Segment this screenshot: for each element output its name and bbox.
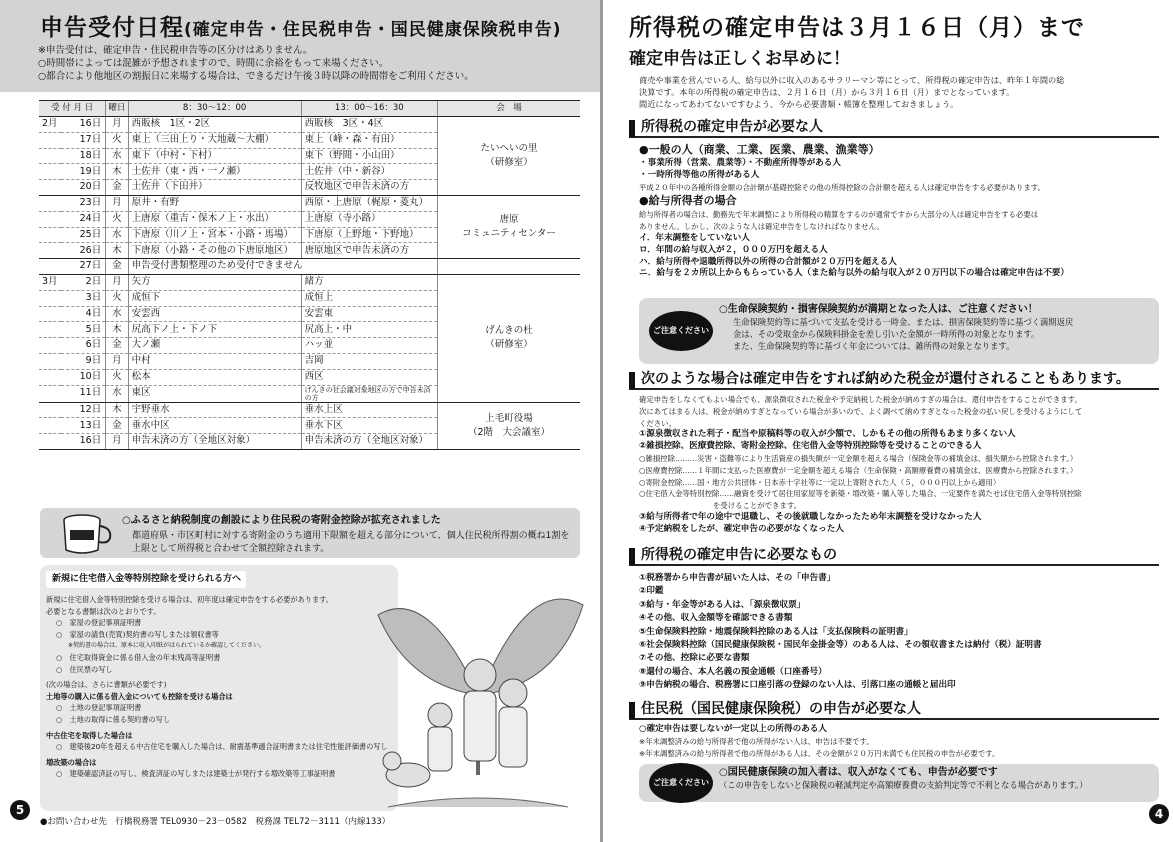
loan-line: ○ 家屋の請負(売買)契約書の写しまたは領収書等	[56, 629, 219, 639]
furusato-body: 都道府県・市区町村に対する寄附金のうち適用下限額を超える部分について、個人住民税所得割の概ね1割を上限として所得税と合わせて全額控除されます。	[132, 531, 570, 554]
loan-line: ○ 家屋の登記事項証明書	[56, 618, 142, 628]
row-weekday: 木	[106, 402, 128, 418]
right-page	[603, 0, 1173, 842]
row-am: 松本	[128, 369, 301, 385]
row-am: 尻高下ノ上・下ノ下	[128, 322, 301, 338]
row-pm: げんきの社会議対象地区の方で申告未済の方	[301, 385, 437, 402]
loan-line: ※契約書の場合は、原本に収入印紙がはられているか確認してください。	[68, 642, 266, 650]
loan-line: ○ 建築確認済証の写し、検査済証の写しまたは建築士が発行する増改築等工事証明書	[56, 769, 336, 779]
note: ○都合により他地区の割振日に来場する場合は、できるだけ午後３時以降の時間帯をご利用ください。	[38, 71, 474, 82]
col-venue: 会 場	[437, 101, 580, 117]
row-weekday: 水	[106, 306, 128, 322]
text-line: ⑥社会保険料控除（国民健康保険税・国民年金掛金等）のある人は、その領収書または納付（税）証明書	[639, 640, 1042, 651]
row-month	[39, 164, 61, 180]
row-weekday: 木	[106, 322, 128, 338]
text-line: ※年末調整済みの給与所得者で他の所得がない人は、申告は不要です。	[639, 736, 874, 746]
text-line: 確定申告をしなくてもよい場合でも、源泉徴収された税金や予定納税した税金が納めすぎの場合は、還付申告をすることができます。	[639, 395, 1082, 404]
schedule-table	[39, 100, 580, 450]
row-pm: 安雲東	[301, 306, 437, 322]
text-line: ②雑損控除、医療費控除、寄附金控除、住宅借入金等特別控除等を受けることのできる人	[639, 441, 982, 452]
right-title: 所得税の確定申告は３月１６日（月）まで	[629, 15, 1085, 41]
row-weekday: 水	[106, 385, 128, 402]
row-day: 19日	[61, 164, 106, 180]
text-line: ※年末調整済みの給与所得者で他の所得がある人は、その金額が２０万円未満でも住民税の申告が必要です。	[639, 748, 1000, 758]
housing-loan-title: 新規に住宅借入金等特別控除を受けられる方へ	[46, 571, 246, 588]
text-line: ロ．年間の給与収入が２，０００万円を超える人	[639, 244, 828, 255]
row-month	[39, 211, 61, 227]
row-month	[39, 132, 61, 148]
row-am: 西販核 1区・2区	[128, 117, 301, 133]
venue-name: コミュニティセンター	[462, 228, 556, 240]
caution-line: 生命保険契約等に基づいて支払を受ける一時金、または、損害保険契約等に基づく満期返戻	[733, 317, 1074, 327]
section-heading: 所得税の確定申告に必要なもの	[629, 546, 1159, 566]
row-weekday: 月	[106, 274, 128, 290]
venue-name: （2階 大会議室）	[467, 426, 551, 438]
row-weekday: 月	[106, 353, 128, 369]
row-weekday: 火	[106, 369, 128, 385]
text-line: ③給与・年金等がある人は、「源泉徴収票」	[639, 599, 806, 610]
row-month: 2月	[39, 117, 61, 133]
row-month	[39, 243, 61, 259]
text-line: ニ．給与を２カ所以上からもらっている人（また給与以外の給与収入が２０万円以下の場合は確定申告は不要）	[639, 268, 1069, 279]
row-weekday: 木	[106, 243, 128, 259]
schedule-header	[0, 0, 600, 92]
row-day: 2日	[61, 274, 106, 290]
caution-box-nhi	[639, 764, 1159, 802]
row-weekday: 月	[106, 434, 128, 450]
row-weekday: 火	[106, 290, 128, 306]
text-line: イ．年末調整をしていない人	[639, 232, 750, 243]
row-am: 垂水中区	[128, 418, 301, 434]
caution-badge: ご注意ください	[649, 763, 713, 803]
row-weekday: 水	[106, 227, 128, 243]
row-day: 24日	[61, 211, 106, 227]
venue-name: （研修室）	[485, 156, 533, 168]
row-am: 東下（中村・下村）	[128, 148, 301, 164]
row-day: 16日	[61, 434, 106, 450]
row-pm: 唐原地区で申告未済の方	[301, 243, 437, 259]
text-line: ありません。しかし、次のような人は確定申告をしなければなりません。	[639, 222, 884, 232]
row-weekday: 金	[106, 259, 128, 275]
loan-line: ○ 土地の取得に係る契約書の写し	[56, 714, 171, 724]
text-line: ②印鑑	[639, 586, 664, 597]
intro-text: 商売や事業を営んでいる人、給与以外に収入のあるサラリーマン等にとって、所得税の確定申告は、昨年１年間の総 決算です。本年の所得税の確定申告は、２月１６日（月）から３月１６日（月）までとなっています。 間近になってあわてないですむよう、今から必要書類・帳簿を整理しておきましょう。	[639, 75, 1065, 109]
venue-name: （研修室）	[485, 339, 533, 351]
schedule-title: 申告受付日程(確定申告・住民税申告・国民健康保険税申告)	[40, 15, 562, 41]
venue-name: げんきの杜	[485, 325, 533, 337]
col-date: 受 付 月 日	[39, 101, 106, 117]
row-month	[39, 180, 61, 196]
schedule-row	[39, 402, 580, 418]
row-closed-notice: 申告受付書類整理のため受付できません	[128, 259, 437, 275]
text-line: ○住宅借入金等特別控除……融資を受けて居住用家屋等を新築・増改築・購入等した場合、一定要件を満たせば住宅借入金等特別控除	[639, 489, 1082, 499]
row-weekday: 金	[106, 180, 128, 196]
text-line: ⑦その他、控除に必要な書類	[639, 653, 750, 664]
text-line: ○医療費控除……１年間に支払った医療費が一定金額を超える場合（生命保険・高額療養費の補填金は、医療費から控除されます。）	[639, 465, 1078, 475]
venue-cell	[437, 195, 580, 258]
venue-cell	[437, 402, 580, 449]
row-am: 中村	[128, 353, 301, 369]
row-am: 大ノ瀬	[128, 338, 301, 354]
row-day: 16日	[61, 117, 106, 133]
row-month	[39, 290, 61, 306]
text-line: を受けることができます。	[639, 501, 802, 511]
row-month	[39, 418, 61, 434]
venue-empty	[437, 259, 580, 275]
row-am: 土佐井（東・西・一ノ瀬）	[128, 164, 301, 180]
row-pm: 西区	[301, 369, 437, 385]
venue-name: 唐原	[499, 214, 519, 226]
note: ※申告受付は、確定申告・住民税申告等の区分けはありません。	[38, 45, 313, 56]
schedule-row	[39, 274, 580, 290]
row-pm: 東下（野間・小山田）	[301, 148, 437, 164]
text-line: ハ．給与所得や退職所得以外の所得の合計額が２０万円を超える人	[639, 256, 897, 267]
row-month	[39, 227, 61, 243]
text-line: ①税務署から申告書が届いた人は、その「申告書」	[639, 573, 836, 583]
venue-name: たいへいの里	[480, 142, 538, 154]
row-day: 18日	[61, 148, 106, 164]
page-number: 4	[1149, 804, 1169, 824]
furusato-box	[40, 508, 580, 558]
row-pm: 上唐原（寺小路）	[301, 211, 437, 227]
housing-loan-body	[46, 594, 396, 780]
row-am: 安雲西	[128, 306, 301, 322]
row-day: 20日	[61, 180, 106, 196]
loan-line: ○ 住宅取得資金に係る借入金の年末残高等証明書	[56, 652, 221, 662]
section2-body	[639, 394, 1164, 536]
row-am: 上唐原（重吉・保木ノ上・水出）	[128, 211, 301, 227]
row-pm: 反牧地区で申告未済の方	[301, 180, 437, 196]
text-line: ○雑損控除………災害・盗難等により生活資産の損失額が一定金額を超える場合（保険金等の補填金は、損失額から控除されます。）	[639, 453, 1078, 463]
page-number: 5	[10, 800, 30, 820]
loan-line: 増改築の場合は	[46, 757, 97, 767]
row-am: 原井・有野	[128, 195, 301, 211]
row-am: 下唐原（小路・その他の下唐原地区）	[128, 243, 301, 259]
text-line: 次にあてはまる人は、税金が納めすぎとなっている場合が多いので、よく調べて納めすぎとなった税金の払い戻しを受けるようにして	[639, 406, 1083, 416]
text-line: ○寄附金控除……国・地方公共団体・日本赤十字社等に一定以上寄附された人（５，０００円以上から適用）	[639, 477, 1001, 487]
row-month	[39, 353, 61, 369]
mug-illustration-icon	[56, 512, 116, 556]
caution-text	[719, 767, 1088, 791]
row-pm: 土佐井（中・新谷）	[301, 164, 437, 180]
row-am: 宇野垂水	[128, 402, 301, 418]
loan-line: 中古住宅を取得した場合は	[46, 730, 133, 740]
text-line: ⑤生命保険料控除・地震保険料控除のある人は「支払保険料の証明書」	[639, 626, 913, 637]
row-month	[39, 338, 61, 354]
row-pm: 垂水上区	[301, 402, 437, 418]
row-am: 成恒下	[128, 290, 301, 306]
col-am: 8：30～12：00	[128, 101, 301, 117]
venue-cell	[437, 117, 580, 196]
row-day: 3日	[61, 290, 106, 306]
caution-box-insurance	[639, 298, 1159, 364]
row-month	[39, 148, 61, 164]
text-line: ください。	[639, 418, 676, 428]
row-day: 27日	[61, 259, 106, 275]
text-line: ●一般の人（商業、工業、医業、農業、漁業等）	[639, 143, 880, 156]
row-day: 5日	[61, 322, 106, 338]
note: ○時間帯によっては混雑が予想されますので、時間に余裕をもって来場ください。	[38, 58, 389, 69]
row-month	[39, 306, 61, 322]
row-month	[39, 402, 61, 418]
row-am: 申告未済の方（全地区対象）	[128, 434, 301, 450]
section4-body	[639, 724, 1164, 759]
loan-line: 必要となる書類は次のとおりです。	[46, 606, 161, 616]
row-am: 東区	[128, 385, 301, 402]
text-line: ⑨申告納税の場合、税務署に口座引落の登録のない人は、引落口座の通帳と届出印	[639, 680, 956, 691]
row-month	[39, 369, 61, 385]
caution-line: ○生命保険契約・損害保険契約が満期となった人は、ご注意ください！	[719, 304, 1038, 315]
row-day: 4日	[61, 306, 106, 322]
row-pm: 東上（峰・森・有田）	[301, 132, 437, 148]
row-day: 12日	[61, 402, 106, 418]
row-day: 26日	[61, 243, 106, 259]
row-am: 下唐原（川ノ上・宮本・小路・馬場）	[128, 227, 301, 243]
row-day: 10日	[61, 369, 106, 385]
text-line: ●給与所得者の場合	[639, 194, 737, 208]
text-line: ③給与所得者で年の途中で退職し、その後就職しなかったため年末調整を受けなかった人	[639, 511, 982, 522]
row-weekday: 金	[106, 418, 128, 434]
loan-line: (次の場合は、さらに書類が必要です)	[46, 680, 167, 690]
contact-footer: ●お問い合わせ先 行橋税務署 TEL0930－23－0582 税務課 TEL72－3111（内線133）	[40, 817, 391, 827]
text-line: ⑧還付の場合、本人名義の預金通帳（口座番号）	[639, 666, 827, 677]
section-heading: 所得税の確定申告が必要な人	[629, 118, 1159, 138]
family-plant-illustration-icon	[368, 575, 588, 815]
row-am: 矢方	[128, 274, 301, 290]
text-line: ④予定納税をしたが、確定申告の必要がなくなった人	[639, 523, 844, 534]
row-pm: 西販核 3区・4区	[301, 117, 437, 133]
row-pm: 吉岡	[301, 353, 437, 369]
venue-cell	[437, 274, 580, 402]
row-day: 6日	[61, 338, 106, 354]
row-month: 3月	[39, 274, 61, 290]
caution-line: また、生命保険契約等に基づく年金については、雑所得の対象となります。	[733, 341, 1015, 351]
schedule-row	[39, 259, 580, 275]
loan-line: 新規に住宅借入金等特別控除を受ける場合は、初年度は確定申告をする必要があります。	[46, 595, 333, 604]
caution-line: （この申告をしないと保険税の軽減判定や高額療養費の支給判定等で不利となる場合があります。）	[719, 780, 1088, 790]
row-weekday: 火	[106, 132, 128, 148]
row-day: 25日	[61, 227, 106, 243]
loan-line: ○ 住民票の写し	[56, 664, 113, 674]
row-day: 13日	[61, 418, 106, 434]
caution-line: 金は、その受取金から保険料掛金を差し引いた金額が一時所得の対象となります。	[733, 329, 1040, 339]
schedule-row	[39, 117, 580, 133]
row-weekday: 金	[106, 338, 128, 354]
housing-loan-box	[40, 565, 398, 811]
row-pm: 申告未済の方（全地区対象）	[301, 434, 437, 450]
furusato-title: ○ふるさと納税制度の創設により住民税の寄附金控除が拡充されました	[122, 515, 441, 526]
row-pm: 西原・上唐原（梶原・菱丸）	[301, 195, 437, 211]
text-line: ④その他、収入金額等を確認できる書類	[639, 613, 793, 624]
section1-body	[639, 142, 1164, 280]
row-day: 23日	[61, 195, 106, 211]
row-weekday: 水	[106, 148, 128, 164]
loan-line: 土地等の購入に係る借入金についても控除を受ける場合は	[46, 691, 233, 701]
schedule-row	[39, 195, 580, 211]
loan-line: ○ 建築後20年を超える中古住宅を購入した場合は、耐震基準適合証明書または住宅性能評価書の写し	[56, 742, 388, 752]
caution-line: ○国民健康保険の加入者は、収入がなくても、申告が必要です	[719, 767, 998, 778]
text-line: ・事業所得（営業、農業等）・不動産所得等がある人	[639, 158, 841, 168]
row-month	[39, 195, 61, 211]
text-line: ・一時所得等他の所得がある人	[639, 169, 760, 180]
section-heading: 次のような場合は確定申告をすれば納めた税金が還付されることもあります。	[629, 370, 1159, 390]
row-day: 11日	[61, 385, 106, 402]
row-month	[39, 322, 61, 338]
row-pm: 下唐原（上野地・下野地）	[301, 227, 437, 243]
row-month	[39, 385, 61, 402]
row-day: 9日	[61, 353, 106, 369]
venue-name: 上毛町役場	[485, 412, 533, 424]
col-pm: 13：00～16：30	[301, 101, 437, 117]
text-line: ○確定申告は要しないが一定以上の所得のある人	[639, 724, 827, 734]
row-weekday: 火	[106, 211, 128, 227]
row-pm: 尻高上・中	[301, 322, 437, 338]
row-pm: ハッ並	[301, 338, 437, 354]
caution-text	[719, 304, 1073, 352]
section-heading: 住民税（国民健康保険税）の申告が必要な人	[629, 700, 1159, 720]
right-subtitle: 確定申告は正しくお早めに！	[629, 49, 850, 69]
caution-badge: ご注意ください	[649, 311, 713, 351]
row-month	[39, 434, 61, 450]
schedule-notes	[38, 44, 474, 83]
row-day: 17日	[61, 132, 106, 148]
loan-line: ○ 土地の登記事項証明書	[56, 703, 142, 713]
row-month	[39, 259, 61, 275]
row-weekday: 月	[106, 117, 128, 133]
row-pm: 垂水下区	[301, 418, 437, 434]
row-weekday: 木	[106, 164, 128, 180]
row-pm: 緒方	[301, 274, 437, 290]
text-line: 平成２０年中の各種所得金額の合計額が基礎控除その他の所得控除の合計額を超える人は確定申告をする必要があります。	[639, 182, 1045, 192]
row-weekday: 月	[106, 195, 128, 211]
text-line: 給与所得者の場合は、勤務先で年末調整により所得税の精算をするのが通常ですから大部分の人は確定申告をする必要は	[639, 210, 1039, 220]
row-am: 土佐井（下田井）	[128, 180, 301, 196]
section3-body	[639, 572, 1164, 693]
row-am: 東上（三田上り・大地蔵～大棚）	[128, 132, 301, 148]
col-weekday: 曜日	[106, 101, 128, 117]
text-line: ①源泉徴収された利子・配当や原稿料等の収入が少額で、しかもその他の所得もあまり多くない人	[639, 429, 1016, 440]
row-pm: 成恒上	[301, 290, 437, 306]
